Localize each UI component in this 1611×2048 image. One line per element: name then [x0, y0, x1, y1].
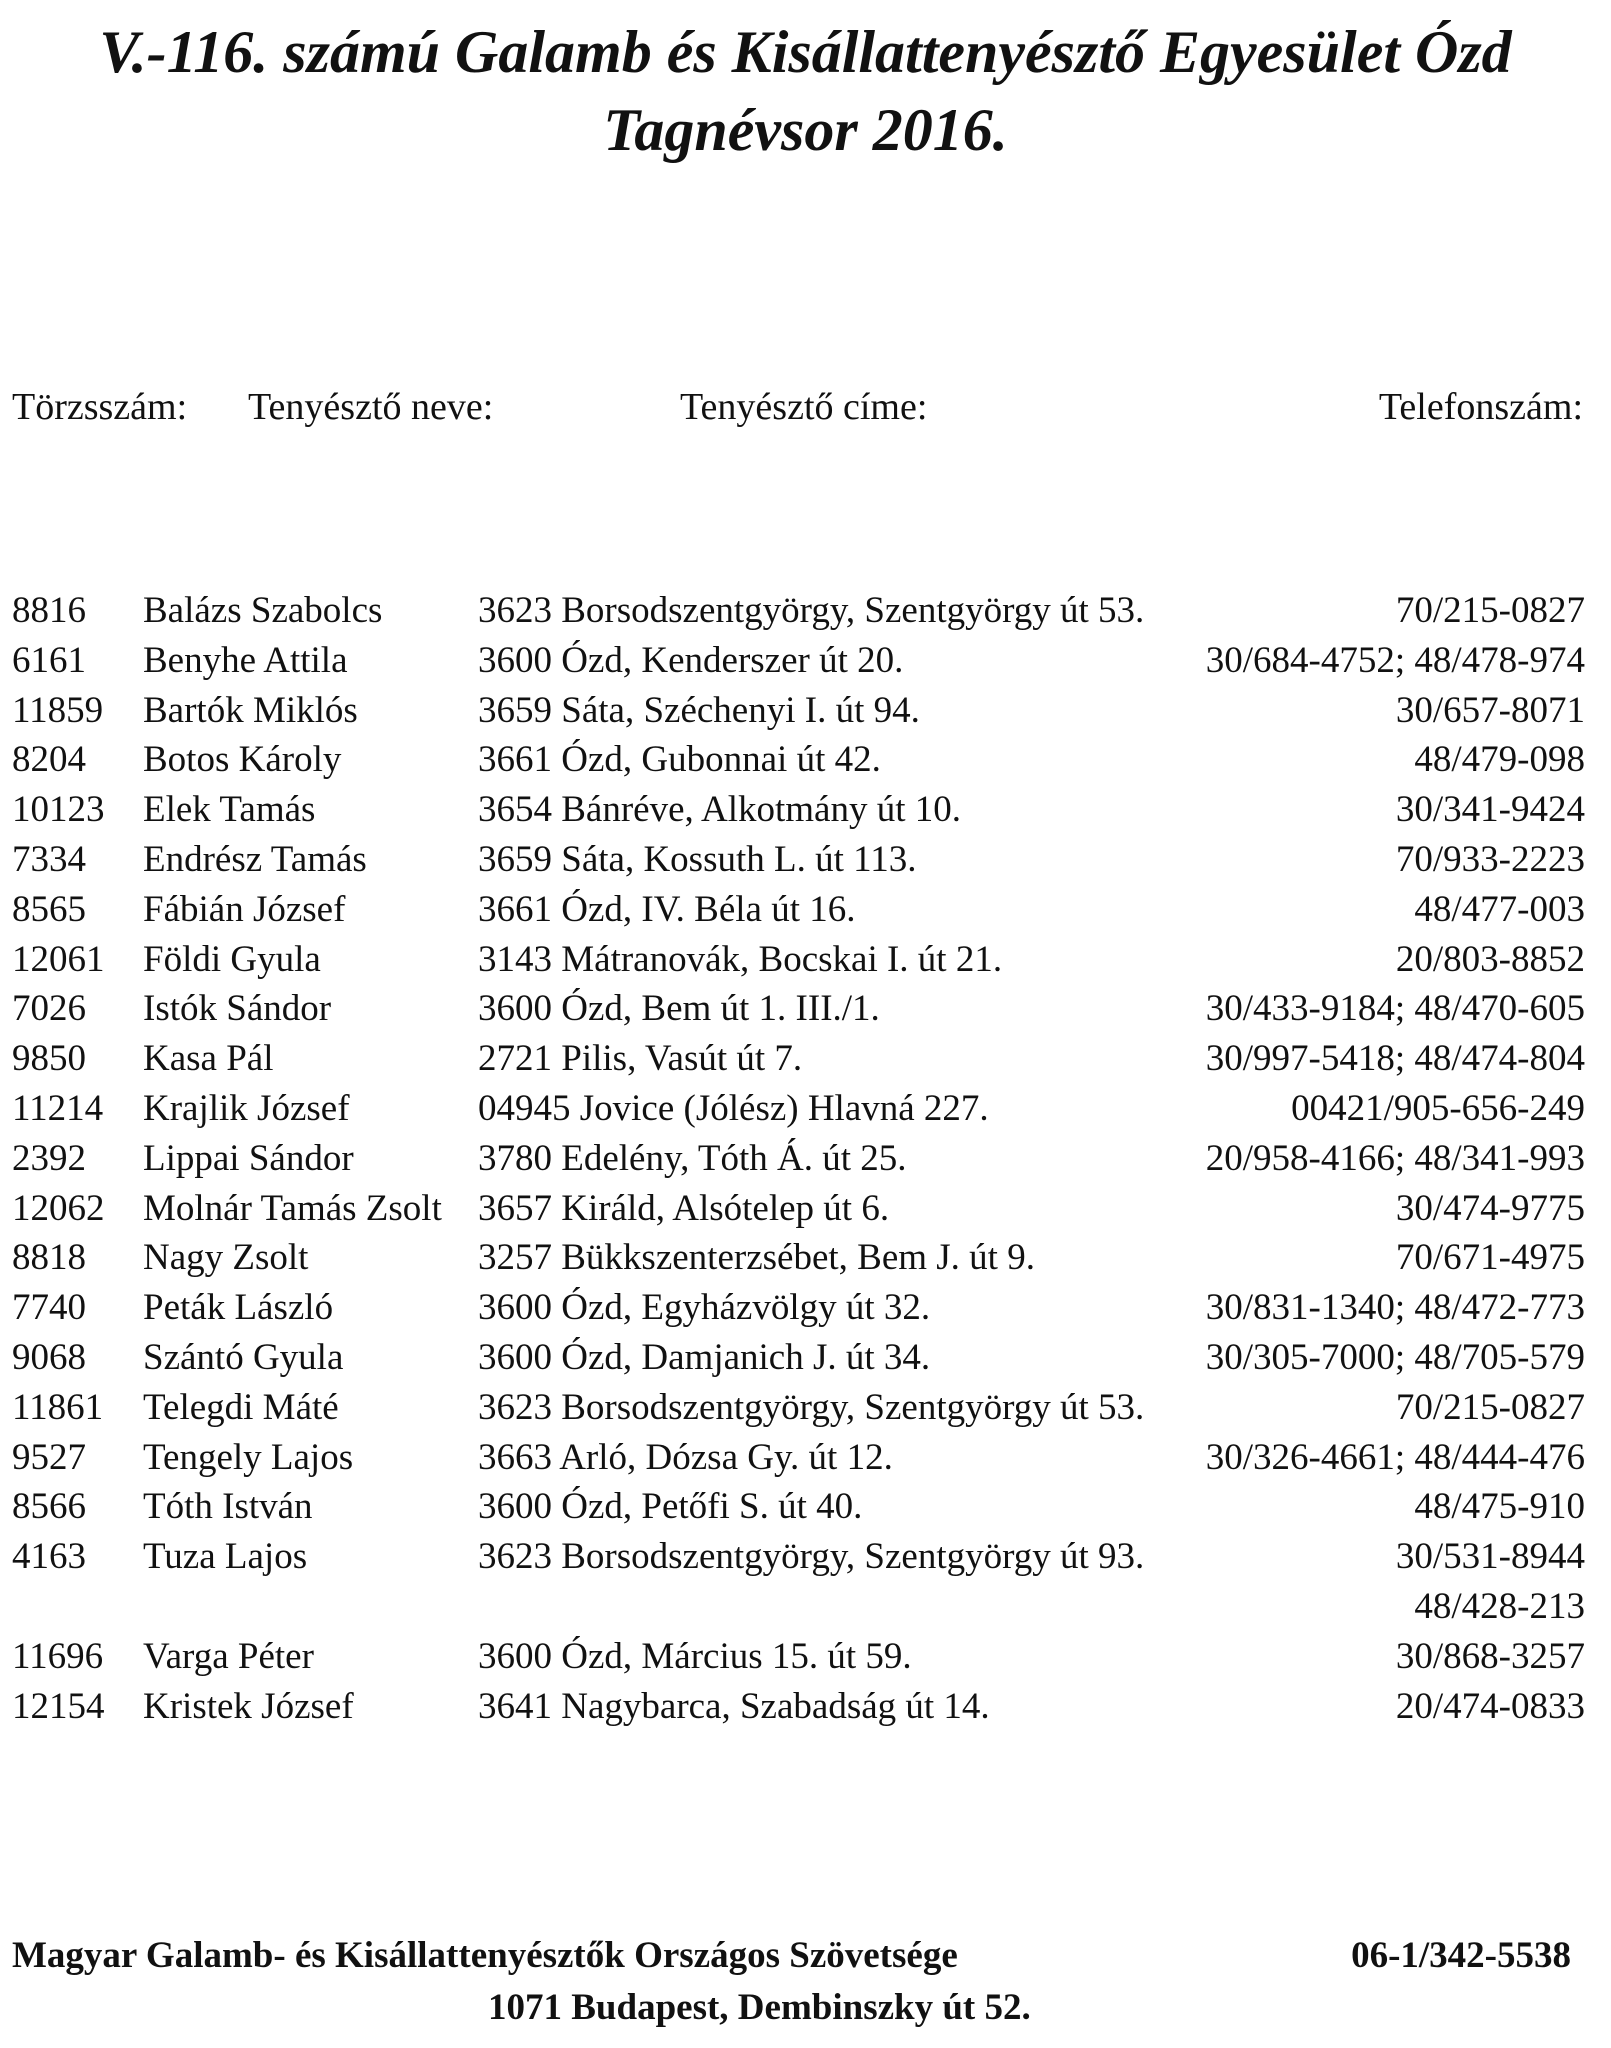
- member-phone: 30/531-8944: [1395, 1536, 1585, 1578]
- member-id: 12154: [12, 1685, 105, 1727]
- member-id: 8565: [12, 888, 86, 930]
- member-address: 3143 Mátranovák, Bocskai I. út 21.: [478, 938, 1003, 980]
- member-row: [0, 1682, 1611, 1732]
- member-name: Földi Gyula: [143, 938, 321, 980]
- member-id: 9850: [12, 1038, 86, 1080]
- member-id: 4163: [12, 1536, 86, 1578]
- member-name: Nagy Zsolt: [143, 1237, 309, 1279]
- member-address: 3659 Sáta, Kossuth L. út 113.: [478, 838, 917, 880]
- member-phone: 30/657-8071: [1395, 689, 1585, 731]
- member-name: Varga Péter: [143, 1635, 314, 1677]
- member-name: Tuza Lajos: [143, 1536, 308, 1578]
- member-row: [0, 984, 1611, 1034]
- member-address: 3661 Ózd, IV. Béla út 16.: [478, 888, 856, 930]
- member-phone: 30/433-9184; 48/470-605: [1205, 988, 1585, 1030]
- member-address: 2721 Pilis, Vasút út 7.: [478, 1038, 803, 1080]
- member-address: 3623 Borsodszentgyörgy, Szentgyörgy út 53.: [478, 590, 1145, 631]
- member-name: Lippai Sándor: [143, 1137, 354, 1179]
- footer-address: 1071 Budapest, Dembinszky út 52.: [488, 1987, 1031, 2028]
- member-id: 8818: [12, 1237, 86, 1279]
- member-phone: 70/671-4975: [1395, 1237, 1585, 1279]
- member-address: 3641 Nagybarca, Szabadság út 14.: [478, 1685, 990, 1727]
- member-name: Balázs Szabolcs: [143, 590, 383, 631]
- member-address: 3600 Ózd, Kenderszer út 20.: [478, 639, 904, 681]
- member-row: [0, 1134, 1611, 1184]
- column-header-id: Törzsszám:: [12, 386, 188, 428]
- member-phone: 00421/905-656-249: [1291, 1087, 1585, 1129]
- member-phone: 30/341-9424: [1395, 789, 1585, 831]
- member-name: Bartók Miklós: [143, 689, 358, 731]
- member-name: Botos Károly: [143, 739, 342, 781]
- member-row: [0, 1184, 1611, 1234]
- member-phone: 48/475-910: [1414, 1486, 1585, 1528]
- member-id: 7740: [12, 1287, 86, 1329]
- member-phone: 30/831-1340; 48/472-773: [1205, 1287, 1585, 1329]
- member-address: 3600 Ózd, Petőfi S. út 40.: [478, 1486, 863, 1528]
- member-address: 3780 Edelény, Tóth Á. út 25.: [478, 1137, 907, 1179]
- member-row: [0, 1283, 1611, 1333]
- member-id: 9527: [12, 1436, 86, 1478]
- member-row: [0, 1632, 1611, 1682]
- member-row: [0, 586, 1611, 636]
- member-id: 11214: [12, 1087, 104, 1129]
- member-id: 12062: [12, 1187, 105, 1229]
- member-address: 3600 Ózd, Egyházvölgy út 32.: [478, 1287, 931, 1329]
- member-address: 3600 Ózd, Damjanich J. út 34.: [478, 1336, 931, 1378]
- member-name: Tengely Lajos: [143, 1436, 354, 1478]
- member-address: 3623 Borsodszentgyörgy, Szentgyörgy út 53.: [478, 1386, 1145, 1428]
- member-id: 11696: [12, 1635, 104, 1677]
- member-name: Benyhe Attila: [143, 639, 348, 681]
- member-address: 3600 Ózd, Bem út 1. III./1.: [478, 988, 880, 1030]
- member-phone: 30/868-3257: [1395, 1635, 1585, 1677]
- column-header-address: Tenyésztő címe:: [680, 386, 928, 428]
- member-row: [0, 1333, 1611, 1383]
- member-address: 3657 Királd, Alsótelep út 6.: [478, 1187, 890, 1229]
- member-phone: 20/474-0833: [1395, 1685, 1585, 1727]
- member-name: Molnár Tamás Zsolt: [143, 1187, 442, 1229]
- document-title: V.-116. számú Galamb és Kisállattenyésztő Egyesület Ózd: [99, 19, 1512, 85]
- member-address: 04945 Jovice (Jólész) Hlavná 227.: [478, 1087, 989, 1129]
- member-name: Krajlik József: [143, 1087, 350, 1129]
- member-name: Fábián József: [143, 888, 346, 930]
- member-list: [0, 586, 1611, 1731]
- member-row: [0, 1433, 1611, 1483]
- member-phone: 48/428-213: [1414, 1585, 1585, 1627]
- member-phone: 30/474-9775: [1395, 1187, 1585, 1229]
- member-id: 12061: [12, 938, 105, 980]
- member-id: 7334: [12, 838, 86, 880]
- member-phone: 30/305-7000; 48/705-579: [1205, 1336, 1585, 1378]
- footer-organization: Magyar Galamb- és Kisállattenyésztők Országos Szövetsége: [12, 1935, 958, 1976]
- member-name: Elek Tamás: [143, 789, 316, 831]
- document-subtitle: Tagnévsor 2016.: [603, 97, 1008, 163]
- member-id: 2392: [12, 1137, 86, 1179]
- member-phone: 30/684-4752; 48/478-974: [1205, 639, 1585, 681]
- member-row: [0, 1233, 1611, 1283]
- member-row: [0, 1532, 1611, 1582]
- member-row: [0, 636, 1611, 686]
- member-row: [0, 1034, 1611, 1084]
- member-phone: 48/479-098: [1414, 739, 1585, 781]
- member-id: 8566: [12, 1486, 86, 1528]
- member-name: Kristek József: [143, 1685, 354, 1727]
- member-address: 3654 Bánréve, Alkotmány út 10.: [478, 789, 961, 831]
- member-row: [0, 1084, 1611, 1134]
- member-row: [0, 885, 1611, 935]
- member-id: 11861: [12, 1386, 104, 1428]
- member-id: 8204: [12, 739, 86, 781]
- member-address: 3659 Sáta, Széchenyi I. út 94.: [478, 689, 920, 731]
- member-address: 3623 Borsodszentgyörgy, Szentgyörgy út 93.: [478, 1536, 1145, 1578]
- member-row: [0, 735, 1611, 785]
- member-id: 9068: [12, 1336, 86, 1378]
- member-address: 3600 Ózd, Március 15. út 59.: [478, 1635, 912, 1677]
- member-phone: 70/215-0827: [1395, 590, 1585, 631]
- member-row: [0, 785, 1611, 835]
- member-row: [0, 1383, 1611, 1433]
- member-name: Szántó Gyula: [143, 1336, 344, 1378]
- member-phone: 70/933-2223: [1395, 838, 1585, 880]
- footer-phone: 06-1/342-5538: [1351, 1935, 1571, 1976]
- member-name: Telegdi Máté: [143, 1386, 339, 1428]
- member-phone: 48/477-003: [1414, 888, 1585, 930]
- member-name: Kasa Pál: [143, 1038, 274, 1080]
- member-name: Peták László: [143, 1287, 334, 1329]
- member-id: 10123: [12, 789, 105, 831]
- member-phone: 20/958-4166; 48/341-993: [1205, 1137, 1585, 1179]
- member-row: [0, 1482, 1611, 1532]
- member-name: Endrész Tamás: [143, 838, 367, 880]
- member-phone: 30/997-5418; 48/474-804: [1205, 1038, 1585, 1080]
- member-id: 11859: [12, 689, 104, 731]
- member-row: [0, 1582, 1611, 1632]
- member-name: Tóth István: [143, 1486, 313, 1528]
- member-address: 3257 Bükkszenterzsébet, Bem J. út 9.: [478, 1237, 1035, 1279]
- column-header-phone: Telefonszám:: [1378, 386, 1583, 428]
- member-address: 3663 Arló, Dózsa Gy. út 12.: [478, 1436, 893, 1478]
- member-id: 7026: [12, 988, 86, 1030]
- member-row: [0, 935, 1611, 985]
- column-header-name: Tenyésztő neve:: [248, 386, 494, 428]
- member-phone: 70/215-0827: [1395, 1386, 1585, 1428]
- member-id: 6161: [12, 639, 86, 681]
- member-phone: 30/326-4661; 48/444-476: [1205, 1436, 1585, 1478]
- member-name: Istók Sándor: [143, 988, 332, 1030]
- member-phone: 20/803-8852: [1395, 938, 1585, 980]
- member-row: [0, 686, 1611, 736]
- member-row: [0, 835, 1611, 885]
- member-address: 3661 Ózd, Gubonnai út 42.: [478, 739, 881, 781]
- member-id: 8816: [12, 590, 86, 631]
